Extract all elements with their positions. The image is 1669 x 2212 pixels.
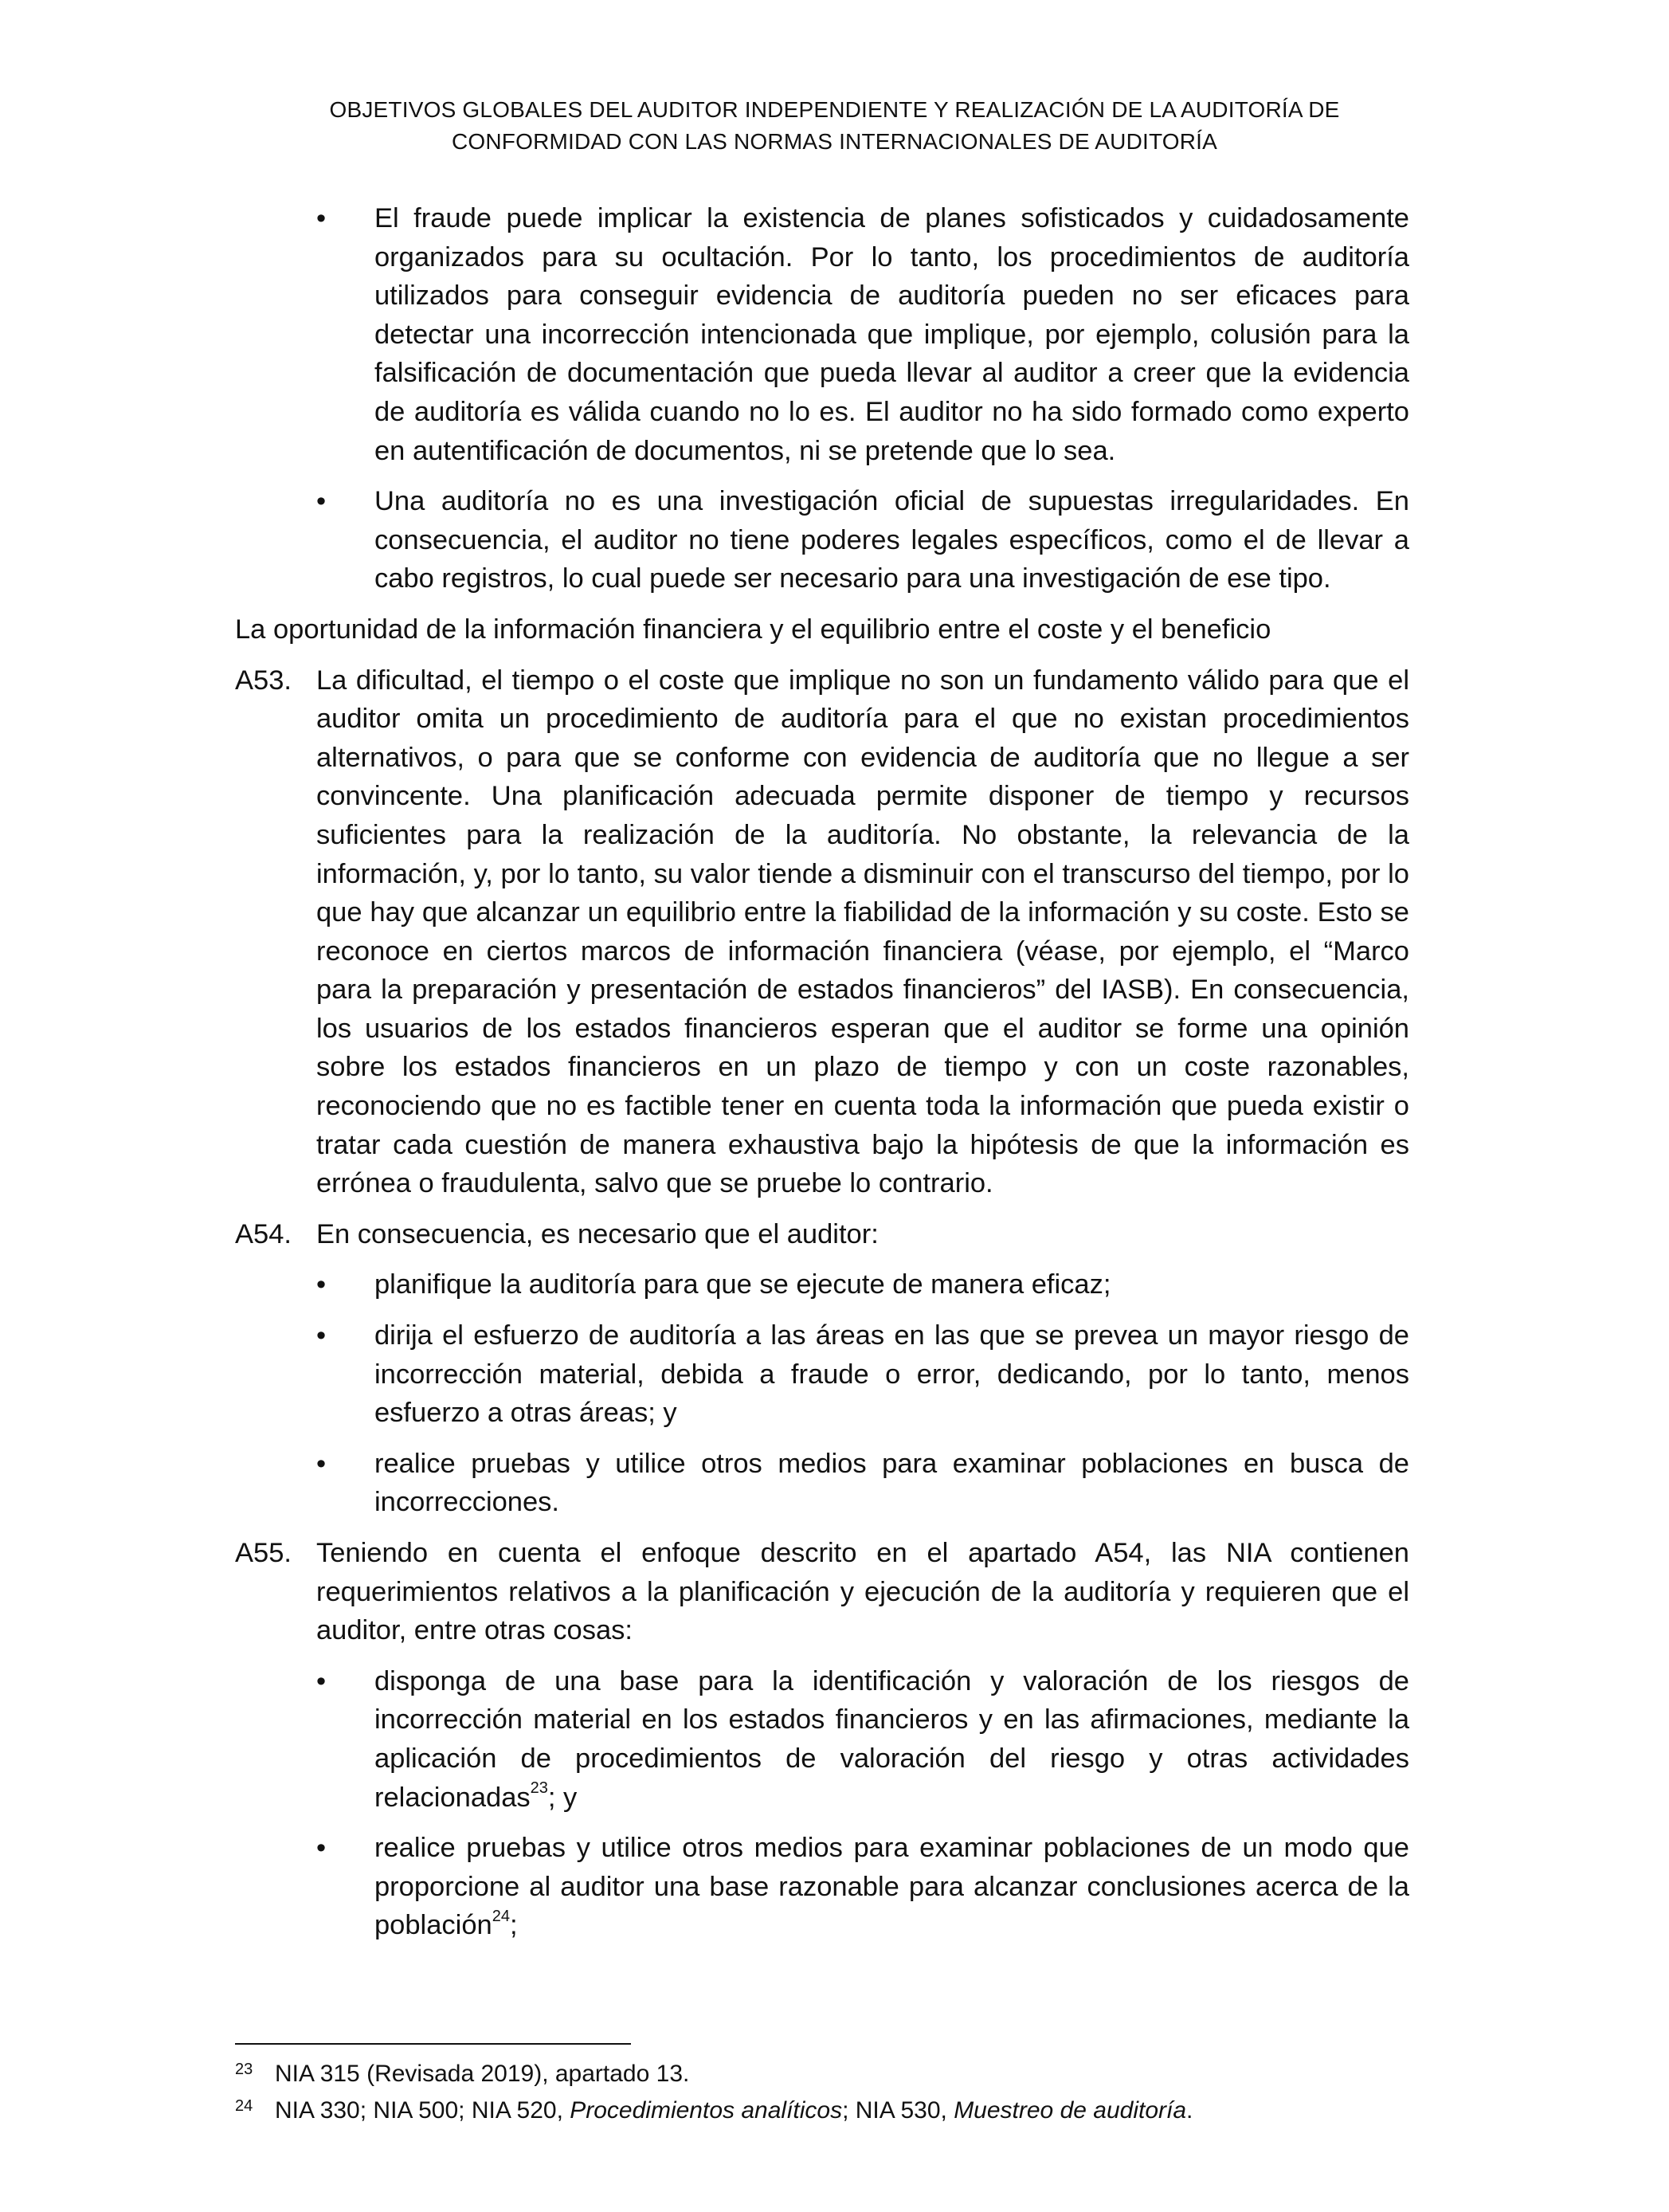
footnotes — [235, 2056, 1409, 2129]
header-line-2: CONFORMIDAD CON LAS NORMAS INTERNACIONALES DE AUDITORÍA — [451, 129, 1218, 154]
bullet-item — [235, 1662, 1409, 1817]
bullet-item — [235, 1265, 1409, 1304]
paragraph-text: Teniendo en cuenta el enfoque descrito en el apartado A54, las NIA contienen requerimientos relativos a la planificación y ejecución de la auditoría y requieren que el auditor, entre otras cosas: — [316, 1538, 1409, 1646]
bullet-icon: • — [316, 1833, 327, 1864]
bullet-item — [235, 482, 1409, 598]
bullet-item — [235, 1445, 1409, 1522]
footnote-italic-title: Procedimientos analíticos — [570, 2097, 843, 2124]
bullet-text: realice pruebas y utilice otros medios para examinar poblaciones en busca de incorrecciones. — [374, 1448, 1409, 1518]
paragraph-a53 — [235, 661, 1409, 1203]
paragraph-a55 — [235, 1534, 1409, 1650]
section-subheading: La oportunidad de la información financiera y el equilibrio entre el coste y el beneficio — [235, 614, 1271, 645]
footnote-italic-title: Muestreo de auditoría — [954, 2097, 1187, 2124]
paragraph-text: La dificultad, el tiempo o el coste que implique no son un fundamento válido para que el auditor omita un procedimiento de auditoría para el que no existan procedimientos alternativos, o para que se conforme con evidencia de auditoría que no llegue a ser convincente. Una planificación adecuada permite disponer de tiempo y recursos suficientes para la realización de la auditoría. No obstante, la relevancia de la información, y, por lo tanto, su valor tiende a disminuir con el transcurso del tiempo, por lo que hay que alcanzar un equilibrio entre la fiabilidad de la información y su coste. Esto se reconoce en ciertos marcos de información financiera (véase, por ejemplo, el “Marco para la preparación y presentación de estados financieros” del IASB). En consecuencia, los usuarios de los estados financieros esperan que el auditor se forme una opinión sobre los estados financieros en un plazo de tiempo y con un coste razonables, reconociendo que no es factible tener en cuenta toda la información que pueda existir o tratar cada cuestión de manera exhaustiva bajo la hipótesis de que la información es errónea o fraudulenta, salvo que se pruebe lo contrario. — [316, 665, 1409, 1199]
footnote-text: . — [1186, 2097, 1193, 2124]
footnote-text: NIA 330; NIA 500; NIA 520, — [275, 2097, 570, 2124]
running-header — [0, 94, 1669, 158]
bullet-text: dirija el esfuerzo de auditoría a las áreas en las que se prevea un mayor riesgo de incorrección material, debida a fraude o error, dedicando, por lo tanto, menos esfuerzo a otras áreas; y — [374, 1320, 1409, 1429]
footnote-23 — [235, 2056, 1409, 2092]
bullet-icon: • — [316, 1320, 327, 1351]
footnote-reference[interactable]: 23 — [530, 1779, 548, 1798]
bullet-item — [235, 1829, 1409, 1945]
bullet-text: planifique la auditoría para que se ejecute de manera eficaz; — [374, 1269, 1111, 1300]
footnote-reference[interactable]: 24 — [492, 1907, 510, 1925]
footnote-text: NIA 315 (Revisada 2019), apartado 13. — [275, 2061, 690, 2087]
footnote-divider — [235, 2043, 631, 2045]
bullet-text: realice pruebas y utilice otros medios para examinar poblaciones de un modo que proporcione al auditor una base razonable para alcanzar conclusiones acerca de la población — [374, 1833, 1409, 1941]
bullet-item — [235, 199, 1409, 470]
footnote-number: 24 — [235, 2097, 253, 2115]
bullet-text: El fraude puede implicar la existencia de planes sofisticados y cuidadosamente organizados para su ocultación. Por lo tanto, los procedimientos de auditoría utilizados para conseguir evidencia de auditoría pueden no ser eficaces para detectar una incorrección intencionada que implique, por ejemplo, colusión para la falsificación de documentación que pueda llevar al auditor a creer que la evidencia de auditoría es válida cuando no lo es. El auditor no ha sido formado como experto en autentificación de documentos, ni se pretende que lo sea. — [374, 203, 1409, 466]
paragraph-number: A53. — [235, 665, 292, 696]
bullet-text-tail: ; — [509, 1910, 518, 1941]
bullet-icon: • — [316, 203, 327, 233]
bullet-icon: • — [316, 1269, 327, 1300]
footnote-text: ; NIA 530, — [842, 2097, 954, 2124]
body-content — [235, 199, 1409, 1957]
paragraph-a54 — [235, 1215, 1409, 1254]
footnote-24 — [235, 2092, 1409, 2129]
paragraph-number: A54. — [235, 1218, 292, 1249]
footnote-number: 23 — [235, 2061, 253, 2078]
bullet-text-tail: ; y — [547, 1782, 578, 1813]
bullet-icon: • — [316, 1448, 327, 1479]
header-line-1: OBJETIVOS GLOBALES DEL AUDITOR INDEPENDIENTE Y REALIZACIÓN DE LA AUDITORÍA DE — [329, 97, 1340, 122]
bullet-item — [235, 1316, 1409, 1433]
paragraph-number: A55. — [235, 1538, 292, 1568]
bullet-icon: • — [316, 1665, 327, 1696]
bullet-icon: • — [316, 486, 327, 517]
bullet-text: disponga de una base para la identificación y valoración de los riesgos de incorrección material en los estados financieros y en las afirmaciones, mediante la aplicación de procedimientos de valoración del riesgo y otras actividades relacionadas — [374, 1665, 1409, 1813]
bullet-text: Una auditoría no es una investigación oficial de supuestas irregularidades. En consecuencia, el auditor no tiene poderes legales específicos, como el de llevar a cabo registros, lo cual puede ser necesario para una investigación de ese tipo. — [374, 486, 1409, 594]
paragraph-text: En consecuencia, es necesario que el auditor: — [316, 1218, 879, 1249]
